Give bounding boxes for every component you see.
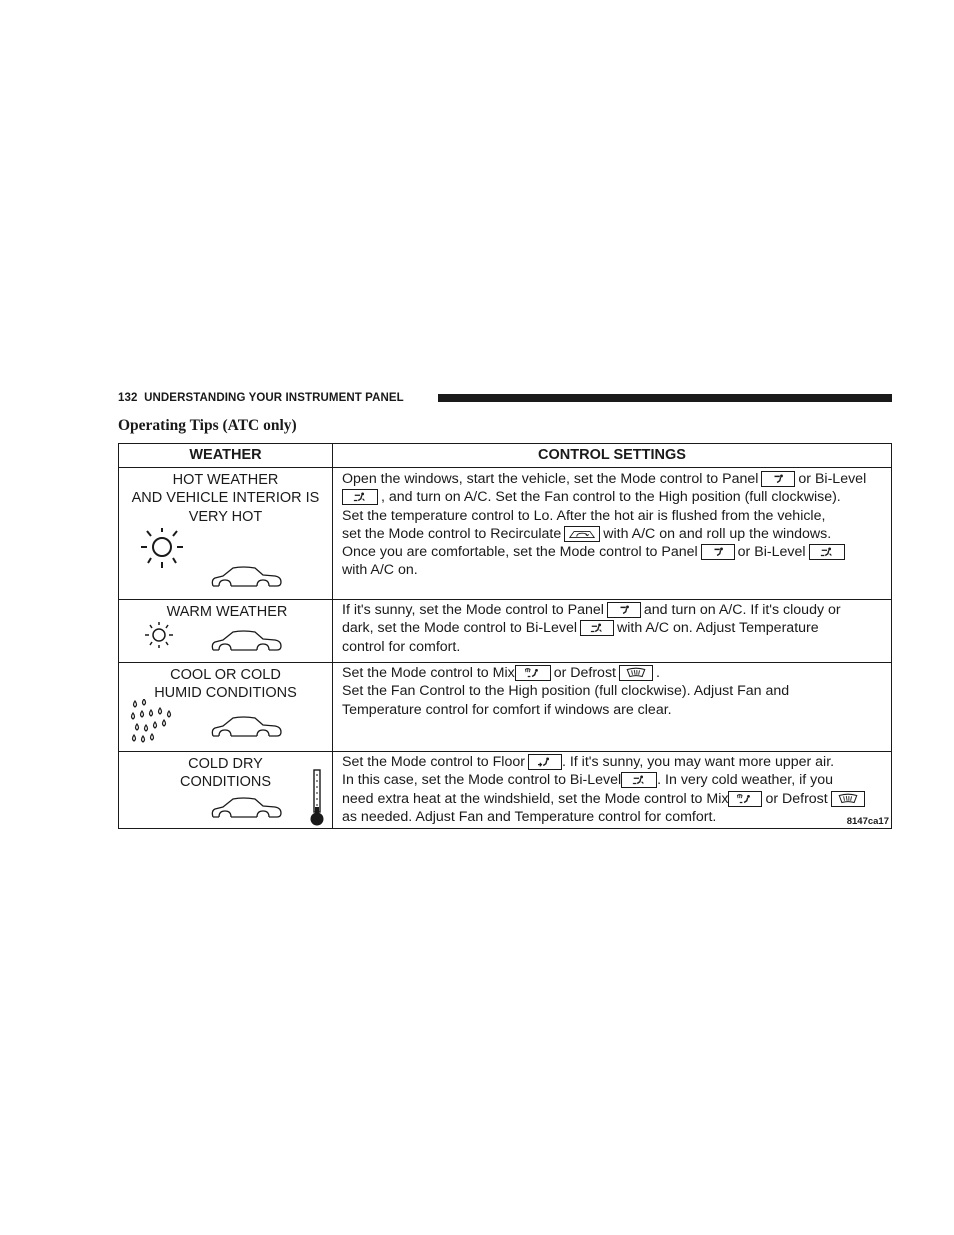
header-rule [438, 394, 892, 402]
car-icon [209, 564, 283, 590]
control-line: Temperature control for comfort if windows are clear. [342, 701, 672, 718]
control-cell [342, 601, 883, 656]
weather-cell [119, 468, 332, 599]
raindrops-icon [129, 699, 177, 747]
table-row-hot-weather [119, 468, 891, 599]
defrost-mode-icon [831, 791, 865, 807]
control-line: Set the Mode control to Floor . If it's sunny, you may want more upper air. [342, 754, 835, 770]
bi-level-mode-icon [621, 772, 657, 788]
bi-level-mode-icon [580, 620, 614, 636]
running-section-title: UNDERSTANDING YOUR INSTRUMENT PANEL [144, 392, 404, 404]
control-line: control for comfort. [342, 638, 461, 655]
weather-cell [119, 600, 332, 662]
page-header [118, 390, 892, 406]
mix-mode-icon [515, 665, 551, 681]
control-line: In this case, set the Mode control to Bi-Level . In very cold weather, if you [342, 772, 834, 789]
table-row-cool-humid [119, 663, 891, 751]
control-line: If it's sunny, set the Mode control to Panel and turn on A/C. If it's cloudy or [342, 602, 841, 618]
control-line: need extra heat at the windshield, set the Mode control to Mix or Defrost [342, 790, 883, 808]
page-number: 132 [118, 392, 138, 404]
control-cell [342, 753, 883, 826]
operating-tips-table [118, 443, 892, 829]
control-cell [342, 470, 883, 580]
bi-level-mode-icon [342, 489, 378, 505]
sun-icon [143, 621, 175, 649]
control-line: set the Mode control to Recirculate with A/C on and roll up the windows. [342, 525, 832, 542]
thermometer-icon [309, 769, 325, 827]
control-line: as needed. Adjust Fan and Temperature control for comfort. [342, 808, 717, 825]
panel-mode-icon [761, 471, 795, 487]
car-icon [209, 628, 283, 654]
panel-mode-icon [701, 544, 735, 560]
control-line: dark, set the Mode control to Bi-Level with A/C on. Adjust Temperature [342, 620, 819, 637]
car-icon [209, 714, 283, 740]
table-row-cold-dry [119, 752, 891, 828]
car-icon [209, 795, 283, 821]
panel-mode-icon [607, 602, 641, 618]
control-line: Set the temperature control to Lo. After the hot air is flushed from the vehicle, [342, 507, 826, 524]
weather-label: COOL OR COLD HUMID CONDITIONS [154, 667, 297, 702]
floor-mode-icon [528, 754, 562, 770]
sun-icon [137, 526, 187, 570]
weather-label: WARM WEATHER [166, 604, 288, 620]
control-line: Open the windows, start the vehicle, set the Mode control to Panel or Bi-Level [342, 471, 867, 487]
weather-label: COLD DRY CONDITIONS [179, 756, 272, 791]
control-line: Set the Fan Control to the High position (full clockwise). Adjust Fan and [342, 683, 790, 700]
bi-level-mode-icon [809, 544, 845, 560]
control-cell [342, 664, 883, 719]
control-line: , and turn on A/C. Set the Fan control to the High position (full clockwise). [342, 488, 883, 506]
weather-cell [119, 663, 332, 751]
figure-code: 8147ca17 [846, 816, 889, 827]
recirculate-mode-icon [564, 526, 600, 542]
weather-cell [119, 752, 332, 828]
table-row-warm-weather [119, 600, 891, 662]
mix-mode-icon [728, 791, 762, 807]
control-line: Set the Mode control to Mix or Defrost . [342, 665, 660, 681]
control-line: Once you are comfortable, set the Mode control to Panel or Bi-Level [342, 543, 883, 561]
control-line: with A/C on. [342, 562, 418, 579]
weather-label: HOT WEATHER AND VEHICLE INTERIOR IS VERY HOT [131, 472, 320, 525]
control-settings-column-header: CONTROL SETTINGS [538, 447, 686, 463]
defrost-mode-icon [619, 665, 653, 681]
section-title: Operating Tips (ATC only) [118, 417, 297, 434]
weather-column-header: WEATHER [189, 447, 262, 463]
header-text [118, 390, 404, 406]
